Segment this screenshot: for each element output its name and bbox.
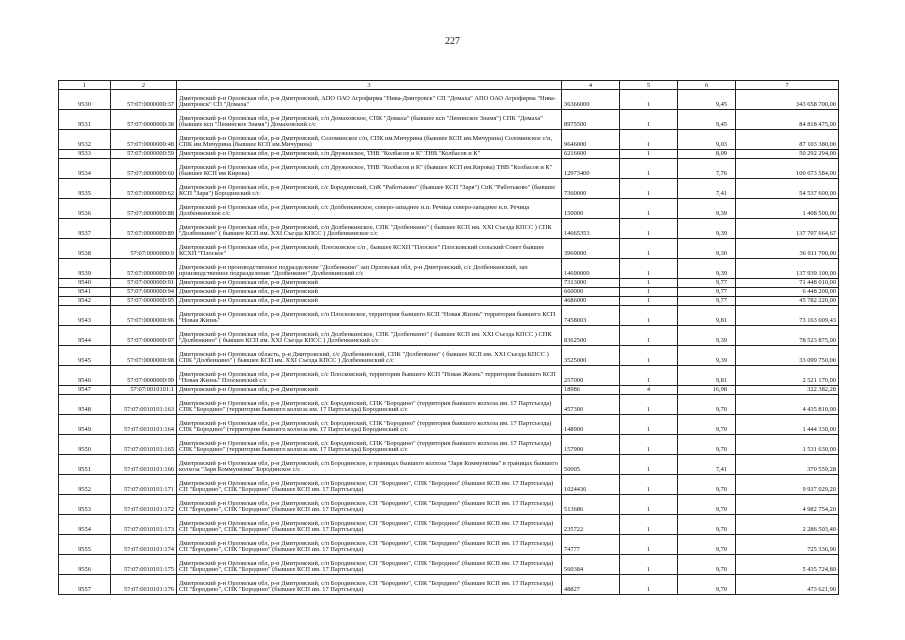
location-description: Дмитровский р-н Орловская обл, р-н Дмитровский, с/п Бородинское, СП "Бородино", СПК "Бородино" (бывшее КСП им. 17 Партсъезда) СП "Бородино", СПК "Бородино" (бывшее КСП им. 17 Партсъезда) bbox=[177, 495, 562, 515]
cadastral-table bbox=[58, 80, 839, 595]
table-row bbox=[59, 495, 839, 515]
cadastral-value: 137 939 100,00 bbox=[736, 259, 839, 279]
location-description: Дмитровский р-н Орловская область, р-н Дмитровский, с/с Долбенкинский, СПК "Долбенкино" ( бывшее КСП им. XXI Съезда КПСС ) СПК "Долбенкино" ( бывшее КСП им. XXI Съезда КПСС ) Долбенкинский с/с bbox=[177, 346, 562, 366]
location-description: Дмитровский р-н Орловская обл, р-н Дмитровский, с/п Друженское, ТНВ "Колбасов и К" ТНВ "Колбасов и К" bbox=[177, 150, 562, 159]
cadastral-number: 57:07:0000000:96 bbox=[111, 306, 177, 326]
rate-value: 9,77 bbox=[678, 279, 736, 288]
quantity-value: 1 bbox=[620, 326, 678, 346]
location-description: Дмитровский р-н Орловская обл, р-н Дмитровский, с/с Долбенкинское, северо-западнее н.п. Речица северо-западнее н.п. Речица Долбенкинское с/с bbox=[177, 199, 562, 219]
column-header: 1 bbox=[59, 81, 111, 90]
cadastral-number: 57:07:0010101:172 bbox=[111, 495, 177, 515]
quantity-value: 1 bbox=[620, 219, 678, 239]
cadastral-number: 57:07:0010101:173 bbox=[111, 515, 177, 535]
row-number: 9552 bbox=[59, 475, 111, 495]
area-value: 9646000 bbox=[562, 130, 620, 150]
quantity-value: 1 bbox=[620, 239, 678, 259]
location-description: Дмитровский р-н Орловская обл, р-н Дмитровский, с/с Плосковский, территория бывшего КСП "Новая Жизнь" территория бывшего КСП "Новая Жизнь" Плосковский с/с bbox=[177, 366, 562, 386]
location-description: Дмитровский р-н Орловская обл, р-н Дмитровский, с/п Друженское, ТНВ "Колбасов и К" (бывшее КСП им.Кирова) ТНВ "Колбасов и К" (бывшее КСП им Кирова) bbox=[177, 159, 562, 179]
cadastral-number: 57:07:0000000:91 bbox=[111, 279, 177, 288]
rate-value: 9,70 bbox=[678, 535, 736, 555]
cadastral-value: 725 336,90 bbox=[736, 535, 839, 555]
area-value: 6216600 bbox=[562, 150, 620, 159]
cadastral-number: 57:07:0010101:175 bbox=[111, 555, 177, 575]
table-row bbox=[59, 150, 839, 159]
location-description: Дмитровский р-н Орловская обл, р-н Дмитровский bbox=[177, 279, 562, 288]
quantity-value: 1 bbox=[620, 495, 678, 515]
rate-value: 9,70 bbox=[678, 515, 736, 535]
row-number: 9543 bbox=[59, 306, 111, 326]
rate-value: 9,03 bbox=[678, 130, 736, 150]
location-description: Дмитровский р-н Орловская обл, р-н Дмитровский, с/п Плосковское, территория бывшего КСП "Новая Жизнь" территория бывшего КСП "Новая Жизнь" bbox=[177, 306, 562, 326]
row-number: 9533 bbox=[59, 150, 111, 159]
cadastral-value: 33 099 750,00 bbox=[736, 346, 839, 366]
location-description: Дмитровский р-н Орловская обл, р-н Дмитровский, с/п Бородинское, СП "Бородино", СПК "Бородино" (бывшее КСП им. 17 Партсъезда) СП "Бородино", СПК "Бородино" (бывшее КСП им. 17 Партсъезда) bbox=[177, 475, 562, 495]
quantity-value: 1 bbox=[620, 515, 678, 535]
rate-value: 9,30 bbox=[678, 239, 736, 259]
location-description: Дмитровский р-н Орловская обл, р-н Дмитровский, Соломинское с/п, СПК им.Мичурина (бывшее КСП им.Мичурина) Соломинское с/п, СПК им.Мичурина (бывшее КСП им.Мичурина) bbox=[177, 130, 562, 150]
location-description: Дмитровский р-н Орловская обл, р-н Дмитровский, Плосковское с/п , бывшее КСХП "Плоское" Плосковский сельский Совет бывшее КСХП "Плоское" bbox=[177, 239, 562, 259]
area-value: 148900 bbox=[562, 415, 620, 435]
location-description: Дмитровский р-н производственное подразделение "Долбенкино" зап Орловская обл, р-н Дмитровский, с/с Долбенкинский, зап производственное подразделение "Долбенкино" Долбенкинский с/с bbox=[177, 259, 562, 279]
location-description: Дмитровский р-н Орловская обл, р-н Дмитровский, с/с Бородинский, СПК "Бородино" (территория бывшего колхоза им. 17 Партсъезда) СПК "Бородино" (территория бывшего колхоза им. 17 Партсъезда) Бородинский с/с bbox=[177, 395, 562, 415]
area-value: 7313000 bbox=[562, 279, 620, 288]
area-value: 457300 bbox=[562, 395, 620, 415]
area-value: 660000 bbox=[562, 288, 620, 297]
row-number: 9550 bbox=[59, 435, 111, 455]
quantity-value: 1 bbox=[620, 366, 678, 386]
rate-value: 7,41 bbox=[678, 455, 736, 475]
rate-value: 9,39 bbox=[678, 199, 736, 219]
quantity-value: 1 bbox=[620, 435, 678, 455]
cadastral-value: 73 163 009,43 bbox=[736, 306, 839, 326]
rate-value: 9,39 bbox=[678, 259, 736, 279]
table-row bbox=[59, 475, 839, 495]
rate-value: 9,39 bbox=[678, 346, 736, 366]
row-number: 9535 bbox=[59, 179, 111, 199]
quantity-value: 1 bbox=[620, 199, 678, 219]
row-number: 9551 bbox=[59, 455, 111, 475]
quantity-value: 1 bbox=[620, 279, 678, 288]
cadastral-number: 57:07:0000000:38 bbox=[111, 110, 177, 130]
cadastral-number: 57:07:0000000:59 bbox=[111, 150, 177, 159]
table-row bbox=[59, 288, 839, 297]
location-description: Дмитровский р-н Орловская обл, р-н Дмитровский, с/с Бородинский, СПК "Бородино" (территория бывшего колхоза им. 17 Партсъезда) СПК "Бородино" (территория бывшего колхоза им. 17 Партсъезда) Бородинский с/с bbox=[177, 415, 562, 435]
table-row bbox=[59, 555, 839, 575]
table-row bbox=[59, 259, 839, 279]
table-row bbox=[59, 279, 839, 288]
area-value: 257000 bbox=[562, 366, 620, 386]
area-value: 3969000 bbox=[562, 239, 620, 259]
quantity-value: 1 bbox=[620, 415, 678, 435]
row-number: 9546 bbox=[59, 366, 111, 386]
cadastral-value: 343 658 700,00 bbox=[736, 90, 839, 110]
cadastral-number: 57:07:0000000:99 bbox=[111, 366, 177, 386]
area-value: 7360000 bbox=[562, 179, 620, 199]
area-value: 157900 bbox=[562, 435, 620, 455]
cadastral-value: 71 448 010,00 bbox=[736, 279, 839, 288]
row-number: 9548 bbox=[59, 395, 111, 415]
location-description: Дмитровский р-н Орловская обл, р-н Дмитровский, с/п Бородинское, СП "Бородино", СПК "Бородино" (бывшее КСП им. 17 Партсъезда) СП "Бородино", СПК "Бородино" (бывшее КСП им. 17 Партсъезда) bbox=[177, 575, 562, 595]
area-value: 14690000 bbox=[562, 259, 620, 279]
cadastral-value: 5 435 724,80 bbox=[736, 555, 839, 575]
cadastral-number: 57:07:0000000:97 bbox=[111, 326, 177, 346]
quantity-value: 1 bbox=[620, 346, 678, 366]
cadastral-value: 4 982 754,20 bbox=[736, 495, 839, 515]
rate-value: 9,77 bbox=[678, 288, 736, 297]
cadastral-number: 57:07:0010101:163 bbox=[111, 395, 177, 415]
cadastral-number: 57:07:0010101:166 bbox=[111, 455, 177, 475]
cadastral-number: 57:07:0000000:98 bbox=[111, 346, 177, 366]
table-body bbox=[59, 90, 839, 595]
cadastral-value: 78 523 875,00 bbox=[736, 326, 839, 346]
area-value: 7458003 bbox=[562, 306, 620, 326]
quantity-value: 1 bbox=[620, 150, 678, 159]
cadastral-number: 57:07:0000000:9 bbox=[111, 239, 177, 259]
quantity-value: 1 bbox=[620, 159, 678, 179]
cadastral-value: 36 911 700,00 bbox=[736, 239, 839, 259]
location-description: Дмитровский р-н Орловская обл, р-н Дмитровский, с/п Домаховское, СПК "Домаха" (бывшее ксп "Ленинское Знамя") СПК "Домаха" (бывшее ксп "Ленинское Знамя") Домаховский с/с bbox=[177, 110, 562, 130]
cadastral-number: 57:07:0000000:62 bbox=[111, 179, 177, 199]
row-number: 9542 bbox=[59, 297, 111, 306]
table-row bbox=[59, 297, 839, 306]
rate-value: 9,70 bbox=[678, 415, 736, 435]
area-value: 560384 bbox=[562, 555, 620, 575]
row-number: 9554 bbox=[59, 515, 111, 535]
rate-value: 8,09 bbox=[678, 150, 736, 159]
row-number: 9553 bbox=[59, 495, 111, 515]
location-description: Дмитровский р-н Орловская обл, р-н Дмитровский, с/п Бородинское, в границах бывшего колхоза "Заря Коммунизма" в границах бывшего колхоза "Заря Коммунизма" Бородинское с/с bbox=[177, 455, 562, 475]
cadastral-number: 57:07:0010101:165 bbox=[111, 435, 177, 455]
row-number: 9536 bbox=[59, 199, 111, 219]
row-number: 9532 bbox=[59, 130, 111, 150]
location-description: Дмитровский р-н Орловская обл, р-н Дмитровский bbox=[177, 297, 562, 306]
cadastral-value: 473 621,90 bbox=[736, 575, 839, 595]
cadastral-number: 57:07:0010101:1 bbox=[111, 386, 177, 395]
cadastral-value: 1 408 500,00 bbox=[736, 199, 839, 219]
row-number: 9531 bbox=[59, 110, 111, 130]
row-number: 9557 bbox=[59, 575, 111, 595]
table-row bbox=[59, 306, 839, 326]
rate-value: 9,70 bbox=[678, 395, 736, 415]
cadastral-number: 57:07:0010101:164 bbox=[111, 415, 177, 435]
table-row bbox=[59, 395, 839, 415]
table-row bbox=[59, 346, 839, 366]
area-value: 3525000 bbox=[562, 346, 620, 366]
row-number: 9537 bbox=[59, 219, 111, 239]
rate-value: 9,45 bbox=[678, 90, 736, 110]
table-row bbox=[59, 130, 839, 150]
table-row bbox=[59, 575, 839, 595]
rate-value: 9,81 bbox=[678, 306, 736, 326]
column-header: 4 bbox=[562, 81, 620, 90]
row-number: 9547 bbox=[59, 386, 111, 395]
location-description: Дмитровский р-н Орловская обл, р-н Дмитровский bbox=[177, 386, 562, 395]
cadastral-value: 87 103 380,00 bbox=[736, 130, 839, 150]
row-number: 9534 bbox=[59, 159, 111, 179]
cadastral-value: 1 531 630,00 bbox=[736, 435, 839, 455]
area-value: 513686 bbox=[562, 495, 620, 515]
table-row bbox=[59, 159, 839, 179]
location-description: Дмитровский р-н Орловская обл, р-н Дмитровский bbox=[177, 288, 562, 297]
column-header: 7 bbox=[736, 81, 839, 90]
area-value: 48827 bbox=[562, 575, 620, 595]
cadastral-value: 84 818 475,00 bbox=[736, 110, 839, 130]
cadastral-value: 6 448 200,00 bbox=[736, 288, 839, 297]
table-row bbox=[59, 110, 839, 130]
row-number: 9530 bbox=[59, 90, 111, 110]
quantity-value: 4 bbox=[620, 386, 678, 395]
rate-value: 9,77 bbox=[678, 297, 736, 306]
location-description: Дмитровский р-н Орловская обл, р-н Дмитровский, с/п Бородинское, СП "Бородино", СПК "Бородино" (бывшее КСП им. 17 Партсъезда) СП "Бородино", СПК "Бородино" (бывшее КСП им. 17 Партсъезда) bbox=[177, 555, 562, 575]
cadastral-value: 45 782 220,00 bbox=[736, 297, 839, 306]
row-number: 9540 bbox=[59, 279, 111, 288]
area-value: 36366000 bbox=[562, 90, 620, 110]
cadastral-value: 370 559,28 bbox=[736, 455, 839, 475]
location-description: Дмитровский р-н Орловская обл, р-н Дмитровский, с/с Бородинский, СпК "Работьково" (бывшее КСП "Заря") СпК "Работьково" (бывшее КСП "Заря") Бородинский с/с bbox=[177, 179, 562, 199]
table-row bbox=[59, 515, 839, 535]
cadastral-value: 1 444 330,00 bbox=[736, 415, 839, 435]
row-number: 9545 bbox=[59, 346, 111, 366]
row-number: 9539 bbox=[59, 259, 111, 279]
location-description: Дмитровский р-н Орловская обл, р-н Дмитровский, с/п Бородинское, СП "Бородино", СПК "Бородино" (бывшее КСП им. 17 Партсъезда) СП "Бородино", СПК "Бородино" (бывшее КСП им. 17 Партсъезда) bbox=[177, 515, 562, 535]
column-header: 2 bbox=[111, 81, 177, 90]
cadastral-value: 2 521 170,00 bbox=[736, 366, 839, 386]
cadastral-value: 137 707 664,67 bbox=[736, 219, 839, 239]
quantity-value: 1 bbox=[620, 288, 678, 297]
row-number: 9538 bbox=[59, 239, 111, 259]
quantity-value: 1 bbox=[620, 555, 678, 575]
rate-value: 7,41 bbox=[678, 179, 736, 199]
cadastral-number: 57:07:0000000:48 bbox=[111, 130, 177, 150]
cadastral-value: 9 937 029,20 bbox=[736, 475, 839, 495]
cadastral-number: 57:07:0010101:174 bbox=[111, 535, 177, 555]
table-row bbox=[59, 435, 839, 455]
table-row bbox=[59, 535, 839, 555]
quantity-value: 1 bbox=[620, 475, 678, 495]
cadastral-value: 100 673 584,00 bbox=[736, 159, 839, 179]
cadastral-value: 54 537 600,00 bbox=[736, 179, 839, 199]
quantity-value: 1 bbox=[620, 455, 678, 475]
table-row bbox=[59, 90, 839, 110]
quantity-value: 1 bbox=[620, 395, 678, 415]
table-row bbox=[59, 455, 839, 475]
location-description: Дмитровский р-н Орловская обл, р-н Дмитровский, с/п Долбенкинское, СПК "Долбенкино" ( бывшее КСП им. XXI Съезда КПСС ) СПК "Долбенкино" ( бывшее КСП им. XXI Съезда КПСС ) Долбенкинское с/с bbox=[177, 219, 562, 239]
area-value: 50005 bbox=[562, 455, 620, 475]
rate-value: 9,70 bbox=[678, 475, 736, 495]
cadastral-value: 50 292 294,00 bbox=[736, 150, 839, 159]
column-header: 6 bbox=[678, 81, 736, 90]
column-header: 5 bbox=[620, 81, 678, 90]
cadastral-number: 57:07:0010101:176 bbox=[111, 575, 177, 595]
page-number: 227 bbox=[445, 36, 460, 47]
area-value: 74777 bbox=[562, 535, 620, 555]
rate-value: 9,70 bbox=[678, 495, 736, 515]
table-row bbox=[59, 219, 839, 239]
cadastral-number: 57:07:0000000:90 bbox=[111, 259, 177, 279]
cadastral-value: 322 382,28 bbox=[736, 386, 839, 395]
rate-value: 16,98 bbox=[678, 386, 736, 395]
quantity-value: 1 bbox=[620, 90, 678, 110]
cadastral-value: 4 435 810,00 bbox=[736, 395, 839, 415]
rate-value: 9,45 bbox=[678, 110, 736, 130]
rate-value: 9,70 bbox=[678, 575, 736, 595]
cadastral-number: 57:07:0000000:89 bbox=[111, 219, 177, 239]
row-number: 9555 bbox=[59, 535, 111, 555]
cadastral-number: 57:07:0000000:88 bbox=[111, 199, 177, 219]
header-row bbox=[59, 81, 839, 90]
location-description: Дмитровский р-н Орловская обл, р-н Дмитровский, с/п Бородинское, СП "Бородино", СПК "Бородино" (бывшее КСП им. 17 Партсъезда) СП "Бородино", СПК "Бородино" (бывшее КСП им. 17 Партсъезда) bbox=[177, 535, 562, 555]
table-row bbox=[59, 239, 839, 259]
row-number: 9549 bbox=[59, 415, 111, 435]
table-row bbox=[59, 199, 839, 219]
quantity-value: 1 bbox=[620, 306, 678, 326]
column-header: 3 bbox=[177, 81, 562, 90]
area-value: 8362500 bbox=[562, 326, 620, 346]
rate-value: 9,39 bbox=[678, 326, 736, 346]
quantity-value: 1 bbox=[620, 179, 678, 199]
area-value: 235722 bbox=[562, 515, 620, 535]
area-value: 12973400 bbox=[562, 159, 620, 179]
cadastral-number: 57:07:0000000:60 bbox=[111, 159, 177, 179]
rate-value: 9,70 bbox=[678, 435, 736, 455]
quantity-value: 1 bbox=[620, 297, 678, 306]
cadastral-number: 57:07:0010101:171 bbox=[111, 475, 177, 495]
rate-value: 9,81 bbox=[678, 366, 736, 386]
quantity-value: 1 bbox=[620, 535, 678, 555]
row-number: 9556 bbox=[59, 555, 111, 575]
location-description: Дмитровский р-н Орловская обл, р-н Дмитровский, с/с Бородинский, СПК "Бородино" (территория бывшего колхоза им. 17 Партсъезда) СПК "Бородино" (территория бывшего колхоза им. 17 Партсъезда) Бородинский с/с bbox=[177, 435, 562, 455]
area-value: 4686000 bbox=[562, 297, 620, 306]
area-value: 8975500 bbox=[562, 110, 620, 130]
cadastral-number: 57:07:0000000:94 bbox=[111, 288, 177, 297]
cadastral-number: 57:07:0000000:95 bbox=[111, 297, 177, 306]
cadastral-number: 57:07:0000000:37 bbox=[111, 90, 177, 110]
table-row bbox=[59, 415, 839, 435]
location-description: Дмитровский р-н Орловская обл, р-н Дмитровский, АПО ОАО Агрофирма "Нива-Дмитровск" СП "Домаха" АПО ОАО Агрофирма "Нива-Дмитровск" СП "Домаха" bbox=[177, 90, 562, 110]
table-row bbox=[59, 326, 839, 346]
quantity-value: 1 bbox=[620, 110, 678, 130]
rate-value: 7,76 bbox=[678, 159, 736, 179]
quantity-value: 1 bbox=[620, 259, 678, 279]
table-row bbox=[59, 386, 839, 395]
rate-value: 9,39 bbox=[678, 219, 736, 239]
quantity-value: 1 bbox=[620, 130, 678, 150]
cadastral-value: 2 286 503,40 bbox=[736, 515, 839, 535]
area-value: 1024436 bbox=[562, 475, 620, 495]
area-value: 18986 bbox=[562, 386, 620, 395]
area-value: 14665353 bbox=[562, 219, 620, 239]
location-description: Дмитровский р-н Орловская обл, р-н Дмитровский, с/п Долбенкинское, СПК "Долбенкино" ( бывшее КСП им. XXI Съезда КПСС ) СПК "Долбенкино" ( бывшее КСП им. XXI Съезда КПСС ) Долбенкинский с/с bbox=[177, 326, 562, 346]
row-number: 9541 bbox=[59, 288, 111, 297]
table-row bbox=[59, 366, 839, 386]
quantity-value: 1 bbox=[620, 575, 678, 595]
table-row bbox=[59, 179, 839, 199]
row-number: 9544 bbox=[59, 326, 111, 346]
rate-value: 9,70 bbox=[678, 555, 736, 575]
area-value: 150000 bbox=[562, 199, 620, 219]
